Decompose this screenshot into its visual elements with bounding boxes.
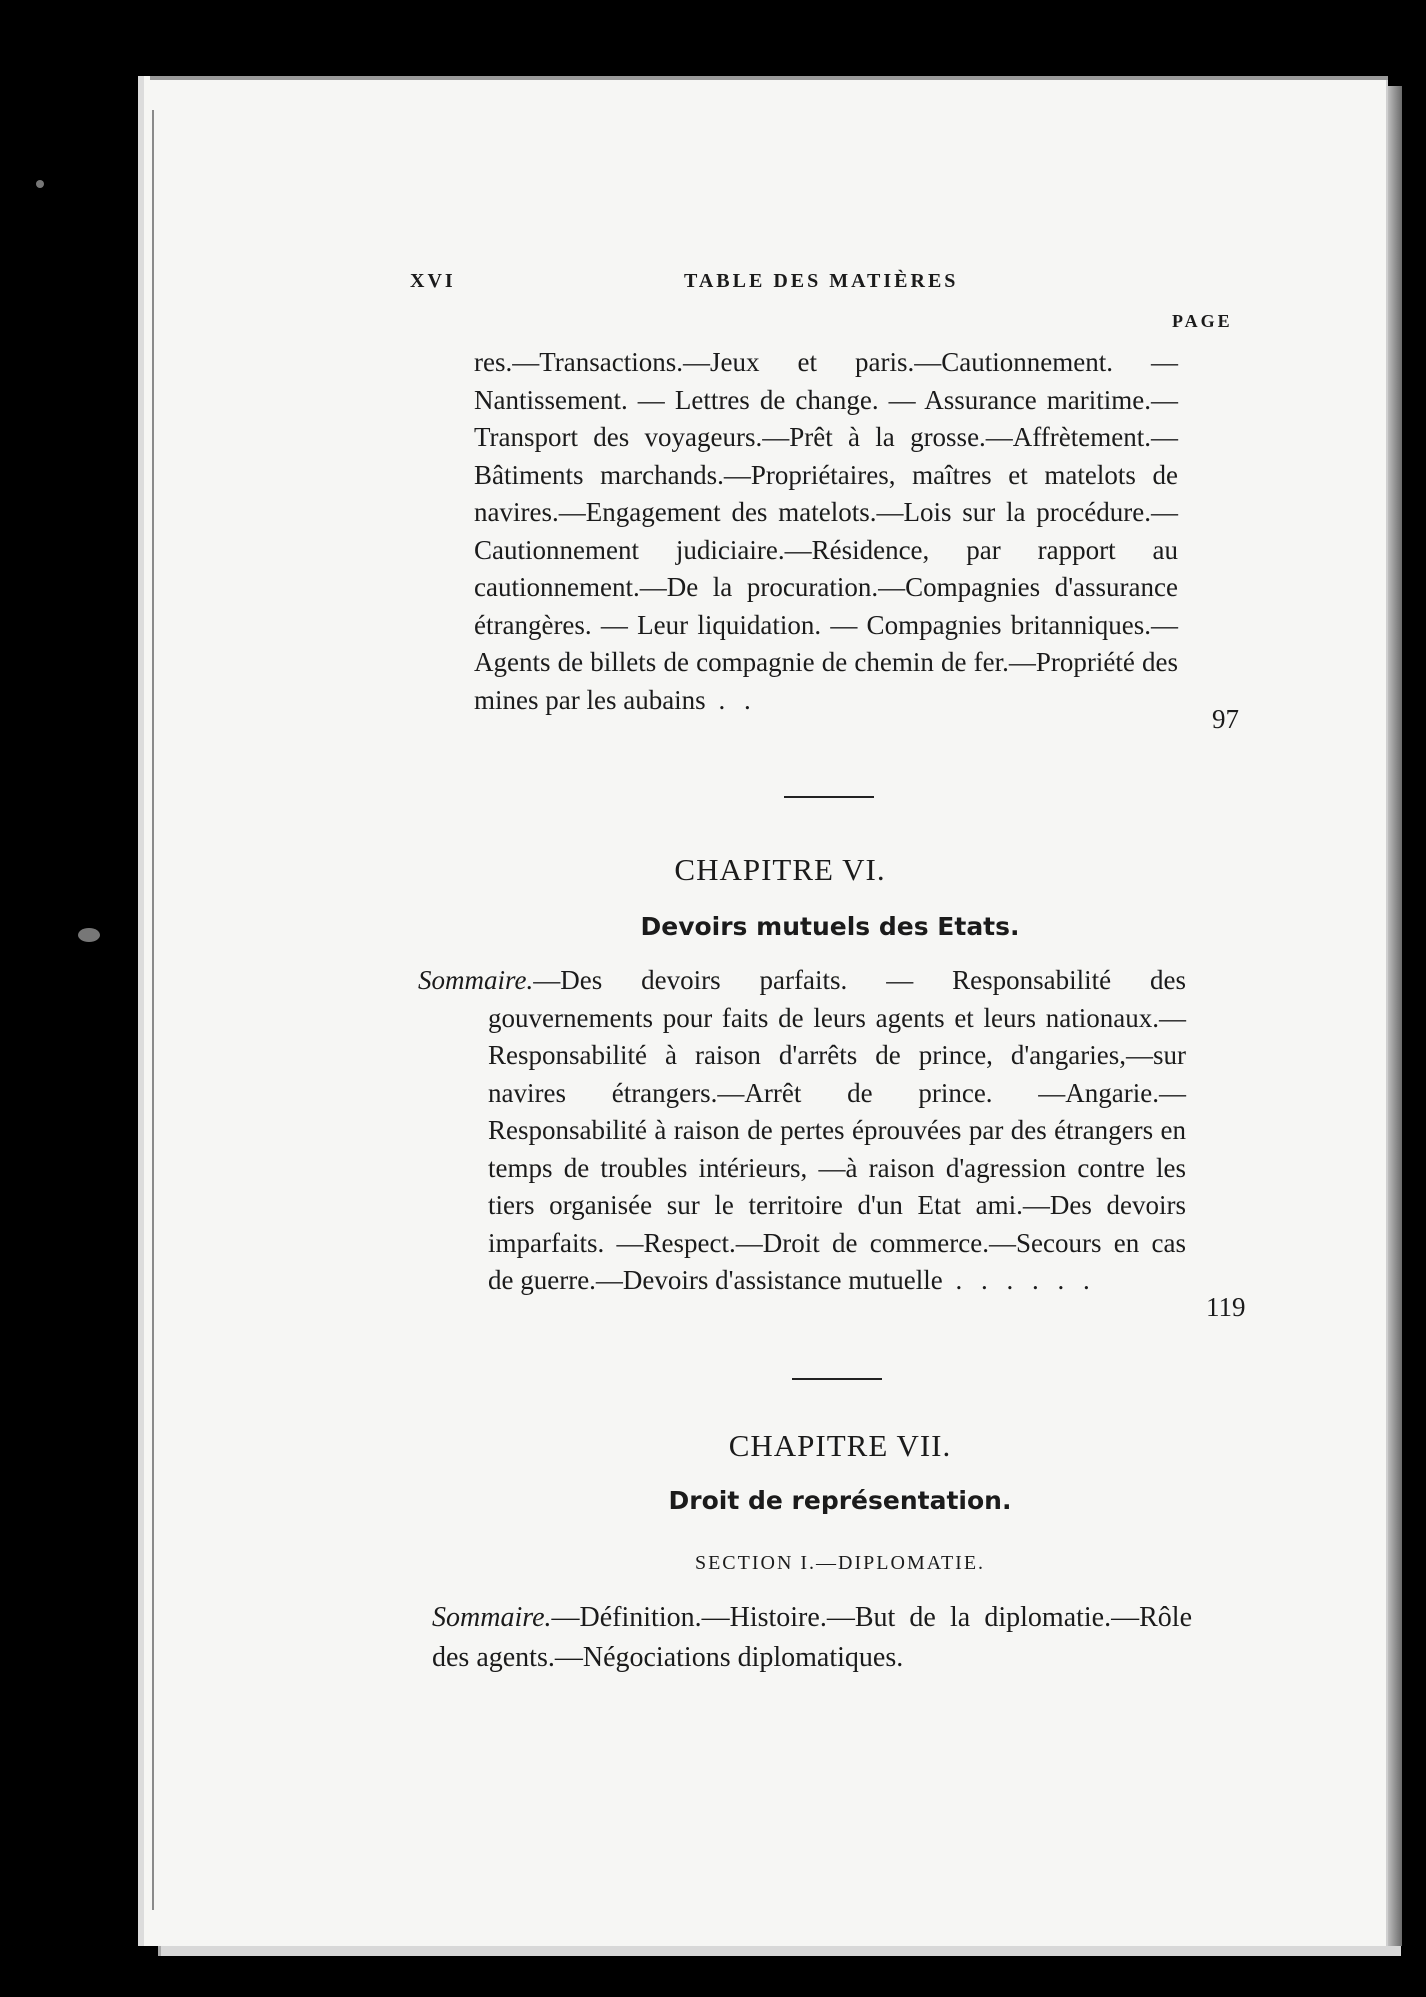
chapter-summary	[432, 1598, 1192, 1678]
chapter-summary	[418, 962, 1186, 1300]
page-right-edge	[1388, 86, 1402, 1946]
page-top-edge	[150, 76, 1388, 80]
section-divider	[792, 1378, 882, 1380]
running-head	[0, 270, 1426, 300]
sommaire-label: Sommaire.	[418, 965, 534, 995]
running-title: TABLE DES MATIÈRES	[684, 270, 959, 292]
page-gutter-line	[152, 110, 154, 1910]
summary-text: —Des devoirs parfaits. — Responsabilité des gouvernements pour faits de leurs agents et leurs nationaux.—Responsabilité à raison d'arrêts de prince, d'angaries,—sur navires étrangers.—Arrêt de prince. —Angarie.—Responsabilité à raison de pertes éprouvées par des étrangers en temps de troubles intérieurs, —à raison d'agression contre les tiers organisée sur le territoire d'un Etat ami.—Des devoirs imparfaits. —Respect.—Droit de commerce.—Secours en cas de guerre.—Devoirs d'assistance mutuelle	[488, 965, 1186, 1295]
chapter-subtitle: Droit de représentation.	[668, 1486, 1012, 1515]
chapter-title: CHAPITRE VI.	[674, 852, 886, 887]
section-title: SECTION I.—DIPLOMATIE.	[694, 1552, 986, 1574]
scan-debris	[36, 180, 44, 188]
folio-number: XVI	[410, 270, 456, 292]
chapter-title: CHAPITRE VII.	[728, 1428, 952, 1463]
entry-text: res.—Transactions.—Jeux et paris.—Cautionnement. — Nantissement. — Lettres de change. — Assurance maritime.—Transport des voyageurs.—Prêt à la grosse.—Affrètement.—Bâtiments marchands.—Propriétaires, maîtres et matelots de navires.—Engagement des matelots.—Lois sur la procédure.—Cautionnement judiciaire.—Résidence, par rapport au cautionnement.—De la procuration.—Compagnies d'assurance étrangères. — Leur liquidation. — Compagnies britanniques.—Agents de billets de compagnie de chemin de fer.—Propriété des mines par les aubains	[474, 347, 1178, 715]
chapter-subtitle: Devoirs mutuels des Etats.	[640, 912, 1020, 941]
page-column-label: PAGE	[1172, 311, 1233, 331]
summary-text: —Définition.—Histoire.—But de la diplomatie.—Rôle des agents.—Négociations diplomatiques.	[432, 1602, 1192, 1673]
dot-leader: . . . . . .	[942, 1265, 1096, 1295]
dot-leader: . .	[705, 684, 757, 715]
page-number: 119	[1206, 1292, 1246, 1322]
toc-entry-continuation	[474, 344, 1178, 719]
page-number: 97	[1212, 704, 1239, 734]
scan-debris	[78, 928, 100, 942]
section-divider	[784, 796, 874, 798]
sommaire-label: Sommaire.	[432, 1602, 552, 1633]
